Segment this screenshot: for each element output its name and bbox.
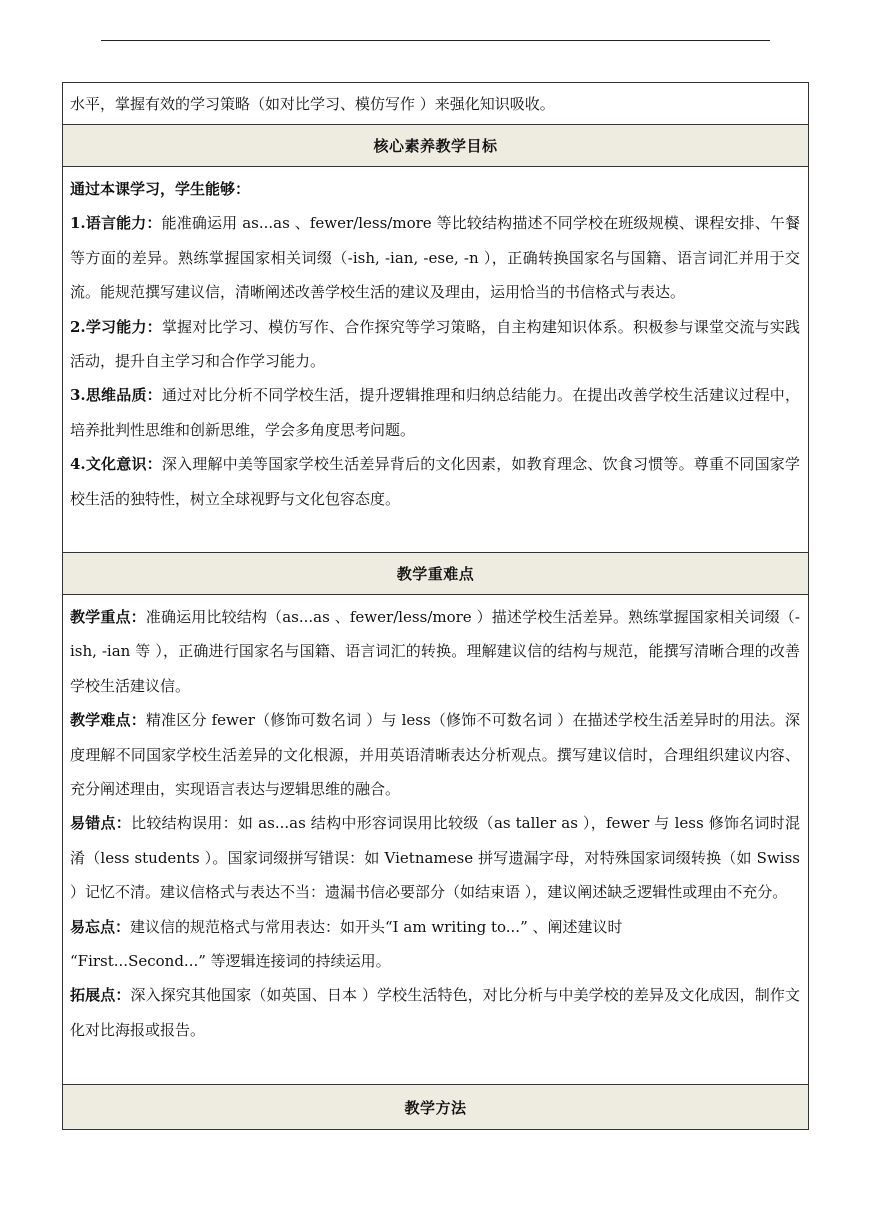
key-point-label: 易错点： — [70, 814, 132, 833]
goal-text: 深入理解中美等国家学校生活差异背后的文化因素，如教育理念、饮食习惯等。尊重不同国家学校生活的独特性，树立全球视野与文化包容态度。 — [70, 455, 800, 508]
goal-text: 通过对比分析不同学校生活，提升逻辑推理和归纳总结能力。在提出改善学校生活建议过程中，培养批判性思维和创新思维，学会多角度思考问题。 — [70, 386, 800, 439]
key-point-text: 精准区分 fewer（修饰可数名词 ）与 less（修饰不可数名词 ）在描述学校生活差异时的用法。深度理解不同国家学校生活差异的文化根源，并用英语清晰表达分析观点。撰写建议信时，合理组织建议内容、充分阐述理由，实现语言表达与逻辑思维的融合。 — [70, 711, 800, 799]
goal-label: 2.学习能力： — [70, 317, 162, 336]
key-point-text-continued: “First...Second...” 等逻辑连接词的持续运用。 — [70, 952, 391, 971]
key-point-label: 教学重点： — [70, 608, 146, 626]
goals-header: 核心素养教学目标 — [63, 125, 808, 167]
goal-label: 4.文化意识： — [70, 455, 162, 474]
goal-label: 3.思维品质： — [70, 386, 162, 405]
key-point-label: 拓展点： — [70, 986, 131, 1005]
continuation-row — [63, 83, 808, 125]
key-point-text: 比较结构误用：如 as...as 结构中形容词误用比较级（as taller as ），fewer 与 less 修饰名词时混淆（less students ）。国家词缀拼写错误：如 Vietnamese 拼写遗漏字母，对特殊国家词缀转换（如 Swiss ）记忆不清。建议信格式与表达不当：遗漏书信必要部分（如结束语 ），建议阐述缺乏逻辑性或理由不充分。 — [70, 814, 800, 902]
continuation-text: 水平，掌握有效的学习策略（如对比学习、模仿写作 ）来强化知识吸收。 — [70, 95, 555, 113]
goal-item — [70, 310, 800, 379]
goals-intro: 通过本课学习，学生能够： — [70, 180, 251, 198]
goal-item — [70, 378, 800, 447]
key-points-body — [63, 595, 808, 1085]
key-point-item — [70, 600, 800, 703]
key-point-label: 教学难点： — [70, 711, 146, 730]
goal-text: 能准确运用 as...as 、fewer/less/more 等比较结构描述不同学校在班级规模、课程安排、午餐等方面的差异。熟练掌握国家相关词缀（-ish, -ian, -ese, -n ），正确转换国家名与国籍、语言词汇并用于交流。能规范撰写建议信，清晰阐述改善学校生活的建议及理由，运用恰当的书信格式与表达。 — [70, 214, 800, 302]
key-point-item — [70, 703, 800, 806]
goal-label: 1.语言能力： — [70, 214, 162, 233]
key-point-text: 建议信的规范格式与常用表达：如开头“I am writing to...” 、阐述建议时 — [130, 917, 623, 936]
method-header: 教学方法 — [63, 1085, 808, 1129]
goals-body — [63, 167, 808, 553]
key-point-item — [70, 806, 800, 909]
key-points-header: 教学重难点 — [63, 553, 808, 595]
header-rule — [101, 40, 770, 41]
goal-item — [70, 447, 800, 516]
lesson-plan-table — [62, 82, 809, 1130]
key-point-label: 易忘点： — [70, 917, 131, 936]
goal-text: 掌握对比学习、模仿写作、合作探究等学习策略，自主构建知识体系。积极参与课堂交流与实践活动，提升自主学习和合作学习能力。 — [70, 317, 800, 371]
goal-item — [70, 206, 800, 309]
key-point-item — [70, 978, 800, 1047]
key-point-item — [70, 910, 800, 979]
key-point-text: 准确运用比较结构（as...as 、fewer/less/more ）描述学校生活差异。熟练掌握国家相关词缀（-ish, -ian 等 ），正确进行国家名与国籍、语言词汇的转换。理解建议信的结构与规范，能撰写清晰合理的改善学校生活建议信。 — [70, 608, 800, 695]
key-point-text: 深入探究其他国家（如英国、日本 ）学校生活特色，对比分析与中美学校的差异及文化成因，制作文化对比海报或报告。 — [70, 986, 800, 1039]
